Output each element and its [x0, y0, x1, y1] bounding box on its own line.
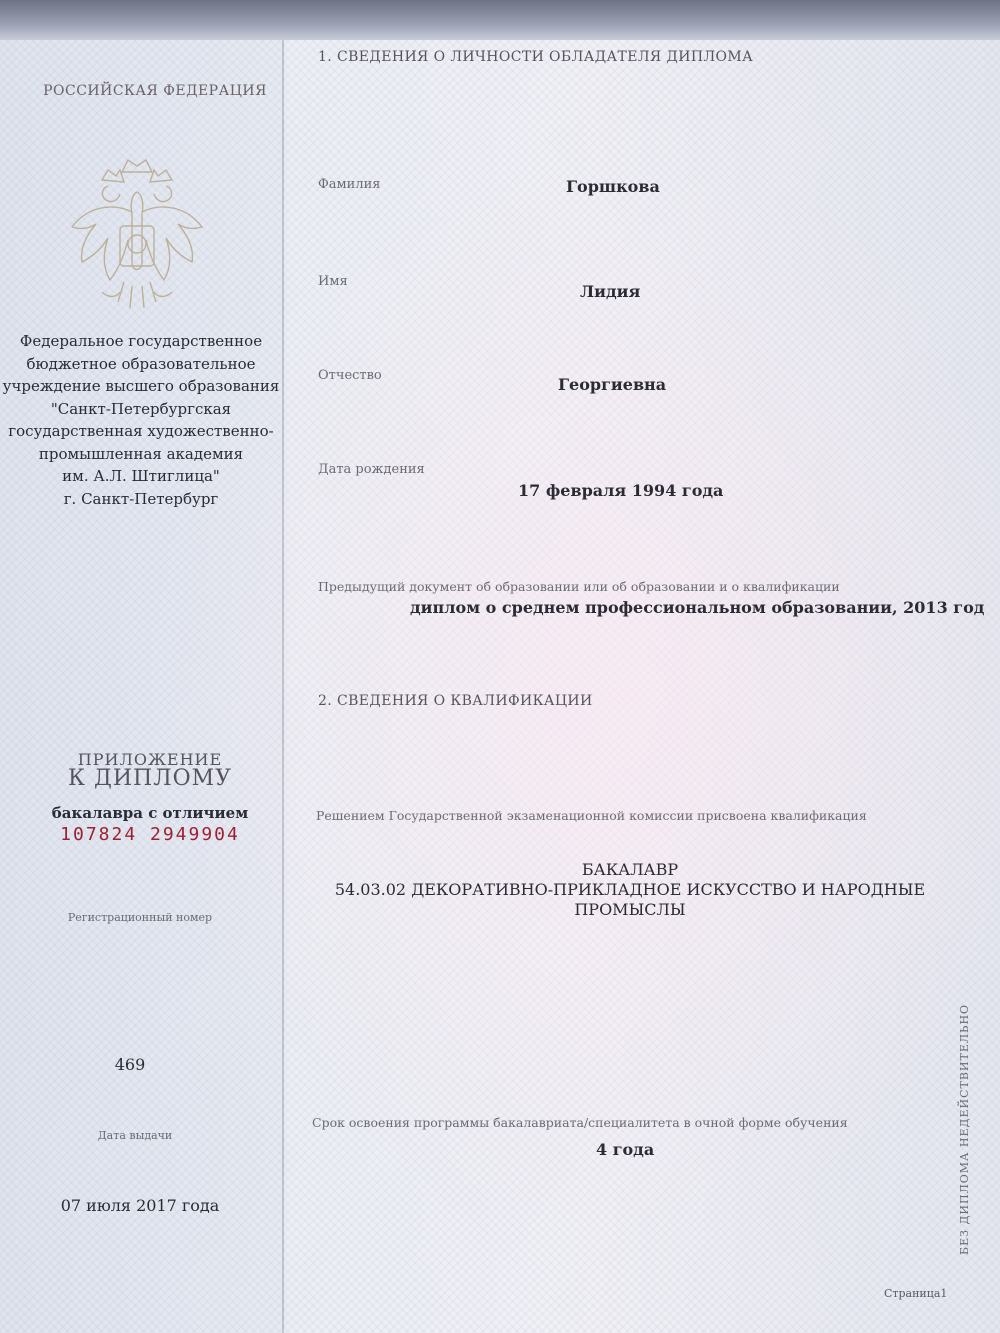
issue-date-label: Дата выдачи: [97, 1129, 173, 1142]
institution-line: учреждение высшего образования: [2, 377, 280, 395]
registration-number: 469: [114, 1055, 146, 1074]
page-label: Страница: [884, 1287, 941, 1300]
issue-date: 07 июля 2017 года: [60, 1196, 220, 1215]
top-border-strip: [0, 0, 1000, 40]
qualification-block: [330, 860, 930, 920]
institution-line: "Санкт-Петербургская: [50, 399, 232, 418]
institution-line: г. Санкт-Петербург: [63, 489, 219, 508]
institution-name: [0, 330, 282, 510]
coat-of-arms-icon: [62, 152, 212, 322]
previous-document-value: диплом о среднем профессиональном образовании, 2013 год: [410, 598, 985, 617]
appendix-subtitle: К ДИПЛОМУ: [67, 766, 233, 791]
degree-type: бакалавра с отличием: [51, 804, 249, 822]
name-value: Лидия: [580, 282, 641, 301]
qualification-title: БАКАЛАВР: [581, 860, 679, 879]
surname-value: Горшкова: [566, 177, 660, 196]
validity-note: БЕЗ ДИПЛОМА НЕДЕЙСТВИТЕЛЬНО: [958, 1003, 971, 1255]
qualification-program: 54.03.02 ДЕКОРАТИВНО-ПРИКЛАДНОЕ ИСКУССТВО И НАРОДНЫЕ ПРОМЫСЛЫ: [334, 880, 926, 919]
birth-date-label: Дата рождения: [318, 462, 425, 477]
study-term-value: 4 года: [596, 1140, 655, 1159]
section-1-title: 1. СВЕДЕНИЯ О ЛИЧНОСТИ ОБЛАДАТЕЛЯ ДИПЛОМА: [318, 49, 754, 65]
registration-number-label: Регистрационный номер: [67, 911, 213, 924]
qualification-label: Решением Государственной экзаменационной комиссии присвоена квалификация: [316, 808, 867, 823]
institution-line: бюджетное образовательное: [26, 354, 256, 373]
name-label: Имя: [318, 274, 348, 289]
institution-line: промышленная академия: [38, 444, 244, 463]
section-2-title: 2. СВЕДЕНИЯ О КВАЛИФИКАЦИИ: [318, 693, 593, 709]
institution-line: государственная художественно-: [8, 422, 274, 440]
page-fold-line: [282, 40, 284, 1333]
serial-number: 107824 2949904: [60, 824, 240, 845]
page-indicator: [884, 1287, 947, 1300]
institution-line: Федеральное государственное: [19, 332, 263, 350]
study-term-label: Срок освоения программы бакалавриата/специалитета в очной форме обучения: [312, 1115, 848, 1130]
surname-label: Фамилия: [318, 177, 381, 192]
patronymic-value: Георгиевна: [558, 375, 667, 394]
patronymic-label: Отчество: [318, 368, 382, 383]
institution-line: им. А.Л. Штиглица": [62, 467, 220, 485]
birth-date-value: 17 февраля 1994 года: [518, 481, 724, 500]
country-name: РОССИЙСКАЯ ФЕДЕРАЦИЯ: [43, 83, 267, 99]
previous-document-label: Предыдущий документ об образовании или об образовании и о квалификации: [318, 579, 840, 594]
appendix-title: ПРИЛОЖЕНИЕ: [77, 750, 223, 769]
page-number: 1: [940, 1287, 948, 1300]
